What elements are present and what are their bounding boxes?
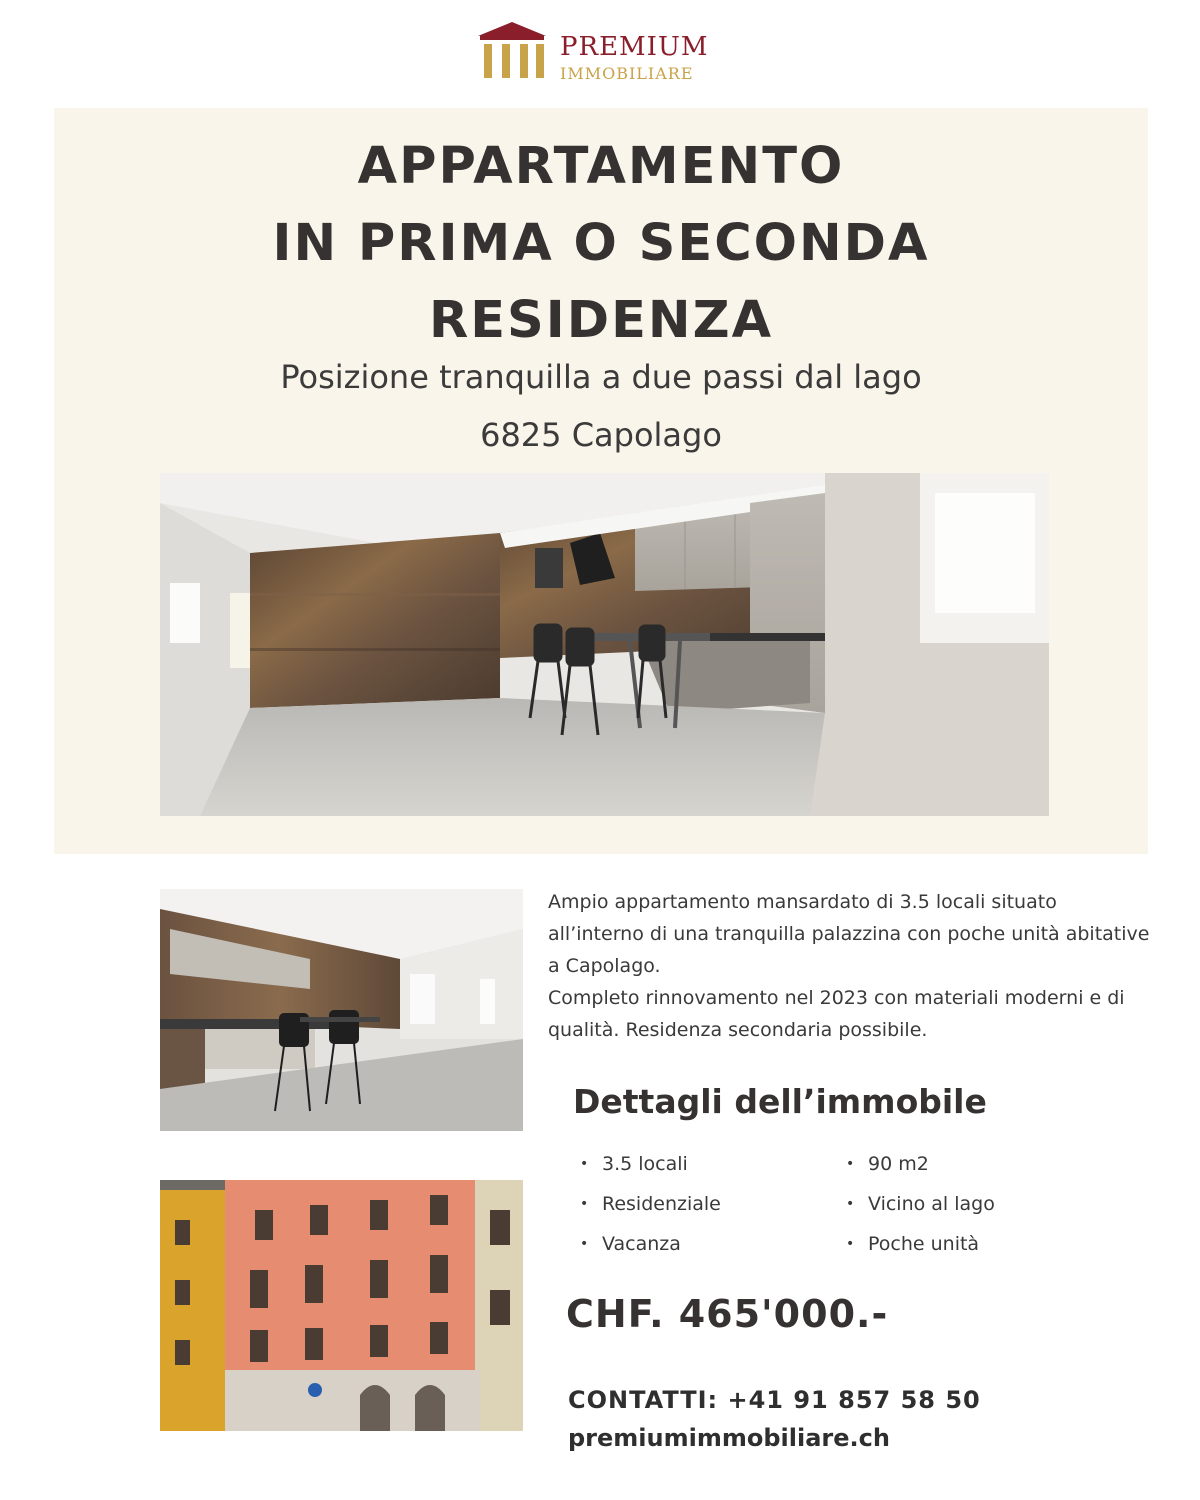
detail-item: • 90 m2 xyxy=(846,1146,995,1186)
details-list-right xyxy=(846,1146,995,1266)
description-paragraph-1: Ampio appartamento mansardato di 3.5 locali situato all’interno di una tranquilla palazzina con poche unità abitative a Capolago. xyxy=(548,891,1150,977)
website-link[interactable]: premiumimmobiliare.ch xyxy=(568,1424,890,1452)
detail-item: • Residenziale xyxy=(580,1186,721,1226)
title-line-2: IN PRIMA O SECONDA xyxy=(272,214,930,273)
details-list-left xyxy=(580,1146,721,1266)
details-heading: Dettagli dell’immobile xyxy=(573,1082,987,1121)
description-paragraph-2: Completo rinnovamento nel 2023 con materiali moderni e di qualità. Residenza secondaria possibile. xyxy=(548,987,1125,1041)
logo-brand-line2: IMMOBILIARE xyxy=(560,64,694,83)
kitchen-photo xyxy=(160,473,1049,816)
living-area-photo xyxy=(160,889,523,1131)
title-line-3: RESIDENZA xyxy=(428,291,774,350)
detail-item: • 3.5 locali xyxy=(580,1146,721,1186)
logo-brand-line1: PREMIUM xyxy=(560,32,709,62)
price: CHF. 465'000.- xyxy=(566,1292,889,1336)
contact-phone: CONTATTI: +41 91 857 58 50 xyxy=(568,1386,981,1414)
page-title xyxy=(54,128,1148,359)
logo-temple-icon xyxy=(474,20,550,82)
hero-location: 6825 Capolago xyxy=(480,416,722,454)
building-facade-photo xyxy=(160,1180,523,1431)
detail-item: • Poche unità xyxy=(846,1226,995,1266)
property-description xyxy=(548,886,1158,1046)
detail-item: • Vacanza xyxy=(580,1226,721,1266)
title-line-1: APPARTAMENTO xyxy=(357,137,845,196)
logo xyxy=(474,20,734,86)
detail-item: • Vicino al lago xyxy=(846,1186,995,1226)
hero-subtitle: Posizione tranquilla a due passi dal lago xyxy=(280,358,922,396)
